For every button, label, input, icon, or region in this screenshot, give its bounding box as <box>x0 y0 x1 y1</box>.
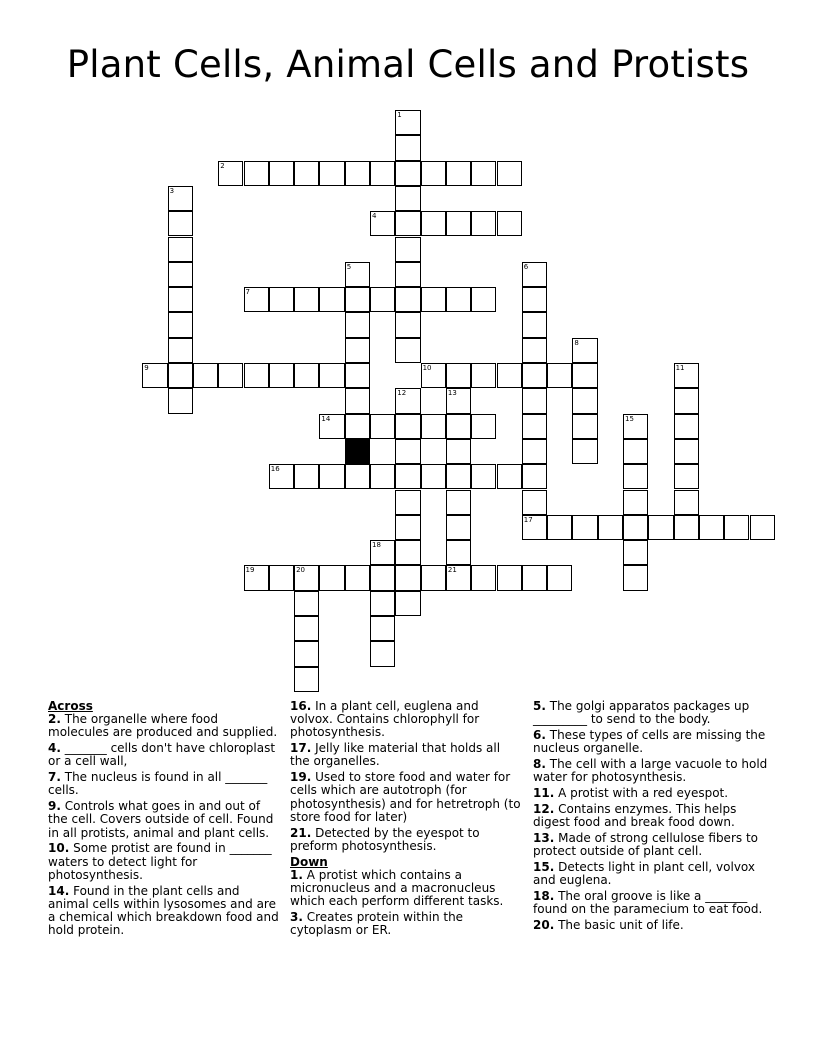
grid-cell[interactable] <box>471 161 496 186</box>
clue-number-label: 3 <box>169 186 175 195</box>
grid-cell[interactable] <box>244 565 269 590</box>
down-heading: Down <box>290 854 328 869</box>
clue-number-label: 13 <box>447 389 457 398</box>
clue-number: 4. <box>48 741 61 756</box>
clue-text: Some protist are found in _______ waters to detect light for photosynthesis. <box>48 841 272 882</box>
grid-cell[interactable] <box>446 363 471 388</box>
grid-cell[interactable] <box>750 515 775 540</box>
grid-cell[interactable] <box>522 565 547 590</box>
grid-cell[interactable] <box>294 591 319 616</box>
grid-cell[interactable] <box>269 464 294 489</box>
clue-number: 5. <box>533 699 546 713</box>
grid-cell[interactable] <box>446 414 471 439</box>
clue-down-3 <box>290 911 522 937</box>
grid-cell[interactable] <box>547 363 572 388</box>
grid-cell[interactable] <box>395 287 420 312</box>
grid-cell[interactable] <box>345 565 370 590</box>
grid-cell[interactable] <box>319 287 344 312</box>
clue-text: Contains enzymes. This helps digest food and break food down. <box>533 801 737 829</box>
grid-cell[interactable] <box>547 565 572 590</box>
grid-cell[interactable] <box>168 186 193 211</box>
grid-cell[interactable] <box>471 363 496 388</box>
clue-text: Creates protein within the cytoplasm or ER. <box>290 910 464 938</box>
clue-down-12 <box>533 803 769 829</box>
clue-down-13 <box>533 832 769 858</box>
grid-cell[interactable] <box>395 110 420 135</box>
grid-cell[interactable] <box>446 388 471 413</box>
grid-cell[interactable] <box>244 363 269 388</box>
grid-cell[interactable] <box>446 490 471 515</box>
grid-cell[interactable] <box>522 490 547 515</box>
clue-text: The cell with a large vacuole to hold water for photosynthesis. <box>533 757 768 785</box>
grid-cell[interactable] <box>471 565 496 590</box>
grid-cell[interactable] <box>522 262 547 287</box>
clue-number: 13. <box>533 830 555 845</box>
clue-number-label: 11 <box>675 364 685 372</box>
clue-text: A protist with a red eyespot. <box>558 786 729 800</box>
grid-cell[interactable] <box>168 287 193 312</box>
grid-cell[interactable] <box>421 211 446 236</box>
grid-cell[interactable] <box>193 363 218 388</box>
grid-cell[interactable] <box>269 161 294 186</box>
grid-cell[interactable] <box>395 439 420 464</box>
grid-cell[interactable] <box>446 515 471 540</box>
grid-cell[interactable] <box>421 287 446 312</box>
grid-cell[interactable] <box>395 161 420 186</box>
grid-cell[interactable] <box>699 515 724 540</box>
clue-number: 1. <box>290 867 303 882</box>
grid-cell[interactable] <box>522 464 547 489</box>
clue-across-4 <box>48 742 280 768</box>
grid-cell[interactable] <box>497 565 522 590</box>
clue-down-5 <box>533 700 769 726</box>
clue-text: Made of strong cellulose fibers to protect outside of plant cell. <box>533 830 758 858</box>
grid-cell[interactable] <box>395 414 420 439</box>
clue-down-6 <box>533 729 769 755</box>
clue-across-9 <box>48 800 280 840</box>
clue-text: The oral groove is like a _______ found on the paramecium to eat food. <box>533 888 763 916</box>
grid-cell[interactable] <box>572 515 597 540</box>
grid-cell[interactable] <box>522 287 547 312</box>
clue-number: 14. <box>48 883 70 898</box>
grid-cell[interactable] <box>572 338 597 363</box>
grid-cell[interactable] <box>395 237 420 262</box>
grid-cell[interactable] <box>168 312 193 337</box>
grid-cell[interactable] <box>497 464 522 489</box>
clue-column-1 <box>48 700 280 940</box>
clue-text: Used to store food and water for cells which are autotroph (for photosynthesis) and for hetretroph (to store food for later) <box>290 770 521 824</box>
clue-text: The basic unit of life. <box>558 917 684 932</box>
grid-cell[interactable] <box>370 591 395 616</box>
grid-cell[interactable] <box>623 464 648 489</box>
clue-across-19 <box>290 771 522 824</box>
grid-cell[interactable] <box>522 439 547 464</box>
grid-cell[interactable] <box>345 161 370 186</box>
grid-cell[interactable] <box>319 363 344 388</box>
clue-text: The golgi apparatos packages up _________ to send to the body. <box>533 699 750 727</box>
grid-cell[interactable] <box>497 161 522 186</box>
clue-text: Detects light in plant cell, volvox and euglena. <box>533 859 755 887</box>
clue-number-label: 2 <box>220 161 225 170</box>
across-heading: Across <box>48 699 93 713</box>
clue-number: 7. <box>48 770 61 785</box>
grid-cell[interactable] <box>370 641 395 666</box>
clue-number: 6. <box>533 728 546 742</box>
clue-number-label: 9 <box>144 364 149 372</box>
clue-text: Jelly like material that holds all the organelles. <box>290 741 501 769</box>
grid-cell[interactable] <box>572 439 597 464</box>
grid-cell[interactable] <box>395 135 420 160</box>
grid-cell[interactable] <box>345 262 370 287</box>
grid-cell[interactable] <box>623 540 648 565</box>
grid-cell[interactable] <box>623 439 648 464</box>
grid-cell[interactable] <box>648 515 673 540</box>
clue-across-2 <box>48 713 280 739</box>
grid-cell[interactable] <box>572 388 597 413</box>
clue-across-16 <box>290 700 522 740</box>
grid-cell[interactable] <box>269 565 294 590</box>
clue-number-label: 5 <box>346 262 352 271</box>
grid-cell[interactable] <box>471 464 496 489</box>
clue-number: 19. <box>290 770 312 785</box>
grid-cell[interactable] <box>623 565 648 590</box>
grid-cell[interactable] <box>370 565 395 590</box>
grid-cell[interactable] <box>674 388 699 413</box>
grid-cell[interactable] <box>421 414 446 439</box>
grid-cell[interactable] <box>294 667 319 692</box>
grid-cell[interactable] <box>572 363 597 388</box>
grid-cell[interactable] <box>294 641 319 666</box>
clue-across-17 <box>290 742 522 768</box>
grid-cell[interactable] <box>370 464 395 489</box>
grid-cell[interactable] <box>547 515 572 540</box>
clue-text: These types of cells are missing the nucleus organelle. <box>533 728 766 756</box>
clue-number-label: 17 <box>523 515 533 524</box>
clue-column-3 <box>533 700 769 935</box>
grid-cell[interactable] <box>370 287 395 312</box>
clue-number: 18. <box>533 888 555 903</box>
grid-cell[interactable] <box>471 287 496 312</box>
clue-number-label: 20 <box>296 566 306 575</box>
grid-cell[interactable] <box>522 515 547 540</box>
grid-cell[interactable] <box>218 161 243 186</box>
grid-cell[interactable] <box>345 287 370 312</box>
grid-cell[interactable] <box>674 515 699 540</box>
clue-text: A protist which contains a micronucleus and a macronucleus which each perform different tasks. <box>290 867 504 909</box>
clue-number-label: 16 <box>270 465 280 474</box>
clue-number-label: 10 <box>422 364 432 372</box>
clue-number: 8. <box>533 757 546 771</box>
grid-cell[interactable] <box>395 490 420 515</box>
grid-cell[interactable] <box>674 490 699 515</box>
grid-cell[interactable] <box>395 186 420 211</box>
grid-cell[interactable] <box>345 338 370 363</box>
grid-cell[interactable] <box>319 464 344 489</box>
clue-number: 2. <box>48 712 61 727</box>
clue-number-label: 4 <box>372 212 377 221</box>
clue-number: 17. <box>290 741 312 756</box>
grid-cell[interactable] <box>345 414 370 439</box>
grid-cell[interactable] <box>421 363 446 388</box>
clue-down-15 <box>533 861 769 887</box>
clue-number-label: 7 <box>245 288 250 297</box>
grid-cell[interactable] <box>421 565 446 590</box>
grid-cell[interactable] <box>168 363 193 388</box>
grid-cell[interactable] <box>446 464 471 489</box>
clue-number-label: 8 <box>574 338 579 347</box>
grid-cell[interactable] <box>269 363 294 388</box>
grid-cell[interactable] <box>598 515 623 540</box>
page-title: Plant Cells, Animal Cells and Protists <box>66 43 750 86</box>
grid-cell[interactable] <box>319 414 344 439</box>
grid-cell[interactable] <box>168 388 193 413</box>
grid-cell[interactable] <box>244 161 269 186</box>
grid-cell[interactable] <box>370 616 395 641</box>
grid-cell[interactable] <box>294 161 319 186</box>
grid-cell[interactable] <box>674 363 699 388</box>
grid-cell[interactable] <box>522 414 547 439</box>
clue-number: 15. <box>533 859 555 874</box>
grid-cell[interactable] <box>572 414 597 439</box>
grid-cell[interactable] <box>168 338 193 363</box>
grid-cell[interactable] <box>395 312 420 337</box>
clue-down-11 <box>533 787 769 800</box>
clue-number-label: 15 <box>625 414 634 423</box>
grid-cell[interactable] <box>471 211 496 236</box>
clue-text: _______ cells don't have chloroplast or a cell wall, <box>48 741 276 769</box>
grid-cell[interactable] <box>497 211 522 236</box>
clue-down-18 <box>533 890 769 916</box>
grid-cell[interactable] <box>522 338 547 363</box>
grid-cell[interactable] <box>395 262 420 287</box>
clue-number: 21. <box>290 825 312 840</box>
clue-across-14 <box>48 885 280 938</box>
grid-cell[interactable] <box>168 211 193 236</box>
grid-cell[interactable] <box>294 616 319 641</box>
clue-number: 3. <box>290 910 303 925</box>
grid-cell[interactable] <box>142 363 167 388</box>
grid-cell[interactable] <box>370 161 395 186</box>
clue-across-7 <box>48 771 280 797</box>
grid-cell[interactable] <box>370 211 395 236</box>
clue-text: Controls what goes in and out of the cell. Covers outside of cell. Found in all protists, animal and plant cells. <box>48 799 274 840</box>
grid-cell[interactable] <box>395 540 420 565</box>
grid-cell[interactable] <box>674 464 699 489</box>
grid-cell[interactable] <box>319 161 344 186</box>
grid-cell[interactable] <box>345 363 370 388</box>
clue-down-20 <box>533 919 769 932</box>
grid-cell[interactable] <box>294 363 319 388</box>
grid-cell[interactable] <box>446 540 471 565</box>
grid-cell[interactable] <box>370 540 395 565</box>
clue-number: 9. <box>48 799 61 814</box>
clue-text: Detected by the eyespot to preform photosynthesis. <box>290 825 480 853</box>
grid-cell[interactable] <box>446 287 471 312</box>
grid-cell[interactable] <box>522 312 547 337</box>
grid-cell[interactable] <box>674 439 699 464</box>
clue-number: 11. <box>533 786 555 800</box>
grid-cell[interactable] <box>446 565 471 590</box>
grid-cell[interactable] <box>395 211 420 236</box>
blocked-cell <box>345 439 370 464</box>
grid-cell[interactable] <box>294 287 319 312</box>
clue-text: In a plant cell, euglena and volvox. Contains chlorophyll for photosynthesis. <box>290 699 480 740</box>
grid-cell[interactable] <box>294 565 319 590</box>
clue-number: 10. <box>48 841 70 856</box>
grid-cell[interactable] <box>446 211 471 236</box>
clue-text: The nucleus is found in all _______ cells. <box>48 770 268 798</box>
clue-column-2 <box>290 700 522 940</box>
grid-cell[interactable] <box>218 363 243 388</box>
clue-number-label: 1 <box>397 111 402 119</box>
grid-cell[interactable] <box>522 363 547 388</box>
grid-cell[interactable] <box>395 388 420 413</box>
grid-cell[interactable] <box>421 161 446 186</box>
clue-number-label: 21 <box>447 566 457 575</box>
grid-cell[interactable] <box>395 464 420 489</box>
grid-cell[interactable] <box>446 161 471 186</box>
clue-down-8 <box>533 758 769 784</box>
clue-number-label: 19 <box>245 566 255 575</box>
clue-number-label: 14 <box>321 414 331 423</box>
grid-cell[interactable] <box>168 237 193 262</box>
grid-cell[interactable] <box>345 388 370 413</box>
grid-cell[interactable] <box>269 287 294 312</box>
grid-cell[interactable] <box>395 338 420 363</box>
grid-cell[interactable] <box>522 388 547 413</box>
clue-number: 12. <box>533 801 555 816</box>
grid-cell[interactable] <box>395 515 420 540</box>
clue-text: Found in the plant cells and animal cells within lysosomes and are a chemical which breakdown food and hold protein. <box>48 883 279 938</box>
grid-cell[interactable] <box>421 464 446 489</box>
grid-cell[interactable] <box>319 565 344 590</box>
grid-cell[interactable] <box>345 312 370 337</box>
grid-cell[interactable] <box>623 515 648 540</box>
grid-cell[interactable] <box>446 439 471 464</box>
grid-cell[interactable] <box>244 287 269 312</box>
grid-cell[interactable] <box>395 565 420 590</box>
grid-cell[interactable] <box>623 490 648 515</box>
clue-number-label: 18 <box>372 541 381 550</box>
grid-cell[interactable] <box>674 414 699 439</box>
grid-cell[interactable] <box>497 363 522 388</box>
grid-cell[interactable] <box>623 414 648 439</box>
clue-down-1 <box>290 869 522 909</box>
grid-cell[interactable] <box>294 464 319 489</box>
clue-number: 16. <box>290 699 312 713</box>
grid-cell[interactable] <box>395 591 420 616</box>
clue-number-label: 6 <box>523 262 529 271</box>
grid-cell[interactable] <box>345 464 370 489</box>
grid-cell[interactable] <box>471 414 496 439</box>
grid-cell[interactable] <box>724 515 749 540</box>
grid-cell[interactable] <box>370 414 395 439</box>
clue-number: 20. <box>533 917 555 932</box>
clue-across-10 <box>48 842 280 882</box>
clue-number-label: 12 <box>397 389 407 398</box>
grid-cell[interactable] <box>168 262 193 287</box>
clue-across-21 <box>290 827 522 853</box>
clue-text: The organelle where food molecules are produced and supplied. <box>48 712 278 740</box>
